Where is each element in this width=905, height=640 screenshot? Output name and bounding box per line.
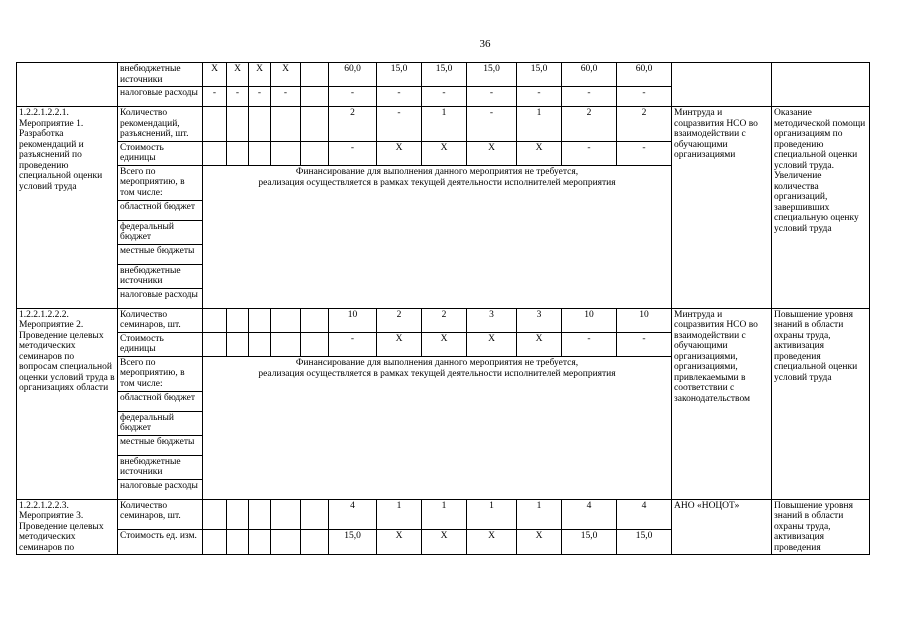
value-cell: 2 [329, 107, 377, 142]
value-cell [249, 107, 271, 142]
value-cell [301, 499, 329, 529]
value-cell [301, 332, 329, 356]
value-cell: X [271, 63, 301, 87]
value-cell: - [562, 141, 617, 165]
value-cell [227, 308, 249, 332]
value-cell: 1 [422, 499, 467, 529]
value-cell [301, 141, 329, 165]
funding-source-label: местные бюджеты [118, 244, 203, 264]
value-cell: X [467, 529, 517, 554]
value-cell: X [517, 529, 562, 554]
value-cell: 2 [422, 308, 467, 332]
funding-source-label: внебюджетные источники [118, 455, 203, 479]
value-cell [203, 332, 227, 356]
value-cell: 60,0 [329, 63, 377, 87]
value-cell: 15,0 [517, 63, 562, 87]
value-cell [203, 529, 227, 554]
value-cell: X [422, 529, 467, 554]
financing-note [203, 165, 672, 308]
value-cell: X [467, 332, 517, 356]
value-cell [249, 499, 271, 529]
result: Повышение уровня знаний в области охраны труда, активизация проведения [772, 499, 870, 555]
value-cell [249, 529, 271, 554]
funding-source-label: Всего по мероприятию, в том числе: [118, 356, 203, 391]
measure-name: 1.2.2.1.2.2.1. Мероприятие 1. Разработка рекомендаций и разъяснений по проведению специальной оценки условий труда [17, 107, 118, 309]
value-cell: 15,0 [467, 63, 517, 87]
value-cell [271, 141, 301, 165]
value-cell [227, 141, 249, 165]
indicator-label: Количество семинаров, шт. [118, 499, 203, 529]
value-cell: - [377, 107, 422, 142]
value-cell [301, 107, 329, 142]
result-cell [772, 63, 870, 107]
value-cell: 15,0 [329, 529, 377, 554]
value-cell [227, 529, 249, 554]
value-cell: 1 [517, 499, 562, 529]
indicator-label: Стоимость ед. изм. [118, 529, 203, 554]
table-row [17, 107, 870, 142]
financing-note [203, 356, 672, 499]
value-cell: - [329, 141, 377, 165]
value-cell: - [467, 87, 517, 107]
value-cell: - [377, 87, 422, 107]
financing-note-line2: реализация осуществляется в рамках текущей деятельности исполнителей мероприятия [258, 368, 616, 379]
result: Повышение уровня знаний в области охраны труда, активизация проведения специальной оценки условий труда [772, 308, 870, 499]
value-cell [249, 141, 271, 165]
value-cell: 15,0 [562, 529, 617, 554]
executor: Минтруда и соцразвития НСО во взаимодействии с обучающими организациями, организациями, привлекаемыми в соответствии с законодательством [672, 308, 772, 499]
table-row [17, 308, 870, 332]
executor-cell [672, 63, 772, 107]
funding-source-label: областной бюджет [118, 391, 203, 411]
value-cell: 1 [377, 499, 422, 529]
value-cell: - [562, 87, 617, 107]
value-cell: 2 [377, 308, 422, 332]
funding-source-label: налоговые расходы [118, 288, 203, 308]
value-cell [301, 87, 329, 107]
financing-note-line1: Финансирование для выполнения данного мероприятия не требуется, [295, 166, 579, 177]
value-cell: - [271, 87, 301, 107]
value-cell [227, 499, 249, 529]
value-cell [203, 308, 227, 332]
value-cell: 60,0 [562, 63, 617, 87]
value-cell: X [377, 332, 422, 356]
value-cell: X [377, 141, 422, 165]
value-cell: 2 [617, 107, 672, 142]
funding-source-label: федеральный бюджет [118, 411, 203, 435]
value-cell [301, 63, 329, 87]
value-cell [271, 499, 301, 529]
value-cell: 10 [329, 308, 377, 332]
value-cell: X [467, 141, 517, 165]
page-number: 36 [479, 38, 491, 50]
value-cell: - [203, 87, 227, 107]
funding-source-label: областной бюджет [118, 200, 203, 220]
value-cell [271, 107, 301, 142]
table-body [17, 63, 870, 555]
indicator-label: налоговые расходы [118, 87, 203, 107]
value-cell: X [227, 63, 249, 87]
value-cell [271, 332, 301, 356]
value-cell: - [227, 87, 249, 107]
value-cell: 15,0 [377, 63, 422, 87]
value-cell: - [249, 87, 271, 107]
value-cell: 1 [467, 499, 517, 529]
value-cell: 4 [562, 499, 617, 529]
value-cell: 60,0 [617, 63, 672, 87]
value-cell [227, 332, 249, 356]
value-cell [203, 107, 227, 142]
value-cell [227, 107, 249, 142]
value-cell [249, 332, 271, 356]
value-cell: 1 [517, 107, 562, 142]
value-cell: - [617, 141, 672, 165]
measure-name: 1.2.2.1.2.2.3. Мероприятие 3. Проведение целевых методических семинаров по [17, 499, 118, 555]
value-cell: - [329, 87, 377, 107]
value-cell: 10 [617, 308, 672, 332]
value-cell: X [203, 63, 227, 87]
indicator-label: Стоимость единицы [118, 141, 203, 165]
value-cell [203, 499, 227, 529]
value-cell: 15,0 [422, 63, 467, 87]
funding-source-label: Всего по мероприятию, в том числе: [118, 165, 203, 200]
value-cell [301, 308, 329, 332]
funding-source-label: федеральный бюджет [118, 220, 203, 244]
value-cell: 2 [562, 107, 617, 142]
table-row [17, 499, 870, 529]
indicator-label: Количество семинаров, шт. [118, 308, 203, 332]
value-cell: X [377, 529, 422, 554]
financing-note-line2: реализация осуществляется в рамках текущей деятельности исполнителей мероприятия [258, 177, 616, 188]
value-cell: 4 [329, 499, 377, 529]
value-cell: 4 [617, 499, 672, 529]
value-cell [301, 529, 329, 554]
value-cell: - [617, 87, 672, 107]
value-cell: - [422, 87, 467, 107]
value-cell [249, 308, 271, 332]
value-cell: 1 [422, 107, 467, 142]
value-cell: 3 [517, 308, 562, 332]
value-cell: 15,0 [617, 529, 672, 554]
financing-note-line1: Финансирование для выполнения данного мероприятия не требуется, [295, 357, 579, 368]
executor: Минтруда и соцразвития НСО во взаимодействии с обучающими организациями [672, 107, 772, 309]
measure-name: 1.2.2.1.2.2.2. Мероприятие 2. Проведение целевых методических семинаров по вопросам специальной оценки условий труда в организациях области [17, 308, 118, 499]
table-row [17, 63, 870, 87]
value-cell: X [422, 141, 467, 165]
value-cell: - [467, 107, 517, 142]
value-cell: X [517, 141, 562, 165]
executor: АНО «НОЦОТ» [672, 499, 772, 555]
result: Оказание методической помощи организациям по проведению специальной оценки условий труда. Увеличение количества организаций, завершивших специальную оценку условий труда [772, 107, 870, 309]
value-cell [203, 141, 227, 165]
funding-source-label: местные бюджеты [118, 435, 203, 455]
value-cell: X [422, 332, 467, 356]
value-cell: 10 [562, 308, 617, 332]
funding-source-label: налоговые расходы [118, 479, 203, 499]
value-cell: - [329, 332, 377, 356]
value-cell: X [249, 63, 271, 87]
value-cell [271, 308, 301, 332]
measure-name-cell [17, 63, 118, 107]
value-cell: - [562, 332, 617, 356]
value-cell: 3 [467, 308, 517, 332]
indicator-label: внебюджетные источники [118, 63, 203, 87]
funding-source-label: внебюджетные источники [118, 264, 203, 288]
value-cell: - [617, 332, 672, 356]
indicator-label: Стоимость единицы [118, 332, 203, 356]
value-cell: X [517, 332, 562, 356]
value-cell [271, 529, 301, 554]
value-cell: - [517, 87, 562, 107]
indicator-label: Количество рекомендаций, разъяснений, шт. [118, 107, 203, 142]
program-table [16, 62, 870, 555]
